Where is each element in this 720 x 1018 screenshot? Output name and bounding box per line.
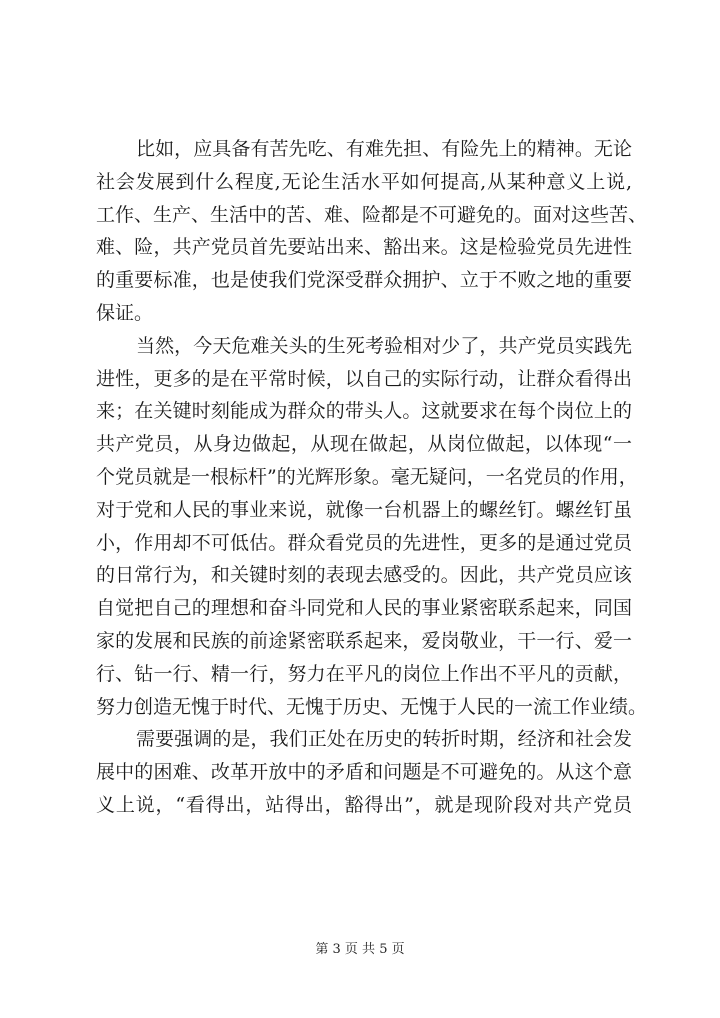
paragraph-line: 义上说，“看得出，站得出，豁得出”，就是现阶段对共产党员 [96, 793, 632, 816]
paragraph-line: 对于党和人民的事业来说，就像一台机器上的螺丝钉。螺丝钉虽 [96, 498, 632, 521]
paragraph-line: 社会发展到什么程度,无论生活水平如何提高,从某种意义上说, [96, 170, 632, 193]
page-number-footer: 第 3 页 共 5 页 [315, 942, 405, 957]
paragraph-line: 的日常行为，和关键时刻的表现去感受的。因此，共产党员应该 [96, 564, 632, 587]
paragraph-line: 家的发展和民族的前途紧密联系起来，爱岗敬业，干一行、爱一 [96, 629, 632, 652]
paragraph-line: 需要强调的是，我们正处在历史的转折时期，经济和社会发 [136, 728, 632, 751]
paragraph-line: 的重要标准，也是使我们党深受群众拥护、立于不败之地的重要 [96, 269, 632, 292]
paragraph-line: 展中的困难、改革开放中的矛盾和问题是不可避免的。从这个意 [96, 761, 632, 784]
paragraph-line: 共产党员，从身边做起，从现在做起，从岗位做起，以体现“一 [96, 433, 632, 456]
document-body [96, 133, 648, 822]
paragraph-line: 当然，今天危难关头的生死考验相对少了，共产党员实践先 [136, 334, 632, 357]
paragraph-line: 行、钻一行、精一行，努力在平凡的岗位上作出不平凡的贡献， [96, 662, 632, 685]
paragraph-line: 进性，更多的是在平常时候，以自己的实际行动，让群众看得出 [96, 367, 632, 390]
paragraph-line: 工作、生产、生活中的苦、难、险都是不可避免的。面对这些苦、 [96, 203, 648, 226]
paragraph-line: 个党员就是一根标杆”的光辉形象。毫无疑问，一名党员的作用， [96, 465, 638, 488]
paragraph-line: 保证。 [96, 301, 154, 324]
paragraph-line: 自觉把自己的理想和奋斗同党和人民的事业紧密联系起来，同国 [96, 597, 632, 620]
paragraph-line: 来；在关键时刻能成为群众的带头人。这就要求在每个岗位上的 [96, 400, 632, 423]
paragraph-line: 难、险，共产党员首先要站出来、豁出来。这是检验党员先进性 [96, 236, 632, 259]
paragraph-line: 小，作用却不可低估。群众看党员的先进性，更多的是通过党员 [96, 531, 632, 554]
paragraph-line: 努力创造无愧于时代、无愧于历史、无愧于人民的一流工作业绩。 [96, 695, 648, 718]
paragraph-line: 比如，应具备有苦先吃、有难先担、有险先上的精神。无论 [136, 138, 632, 160]
